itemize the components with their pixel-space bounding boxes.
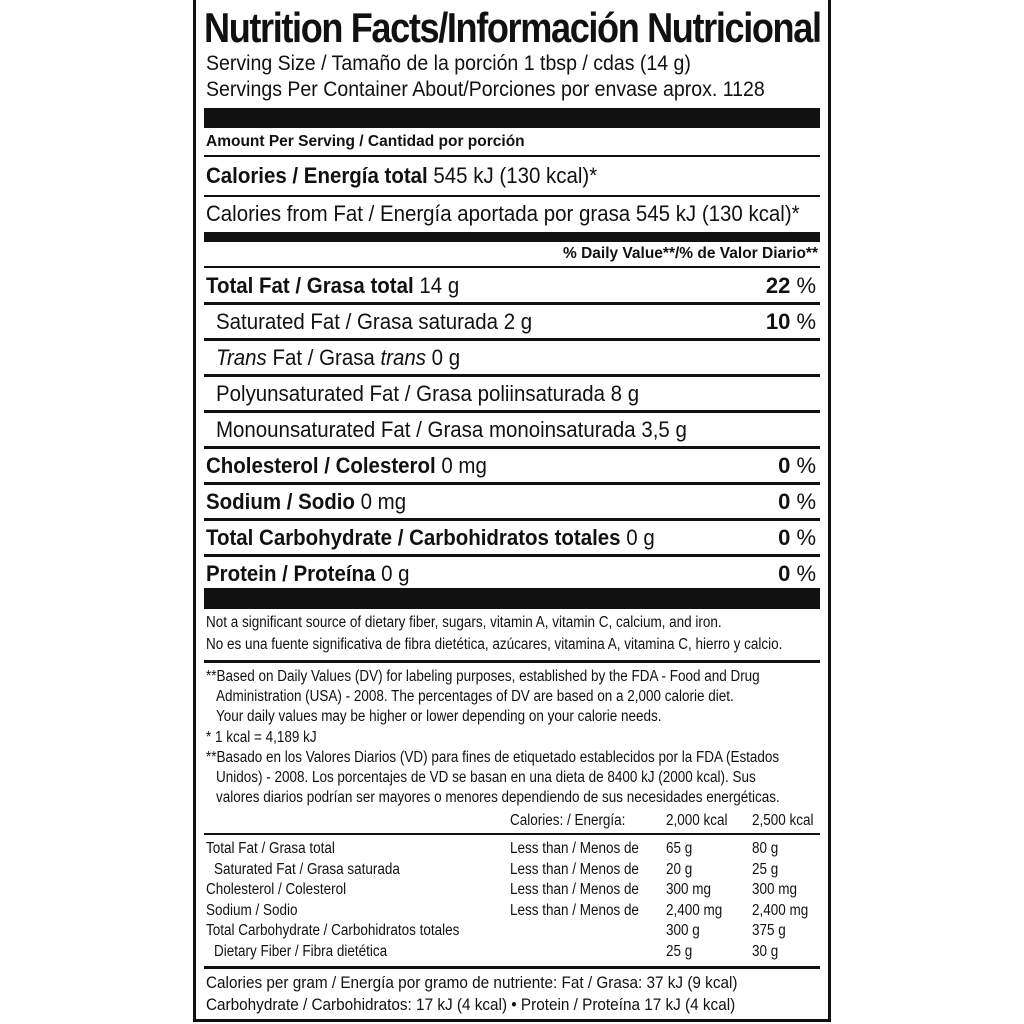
total-fat-dv xyxy=(766,273,816,299)
total-carbohydrate-row xyxy=(206,525,655,551)
divider xyxy=(204,374,820,377)
sodium-dv-value: 0 xyxy=(778,489,791,514)
kcal-note: * 1 kcal = 4,189 kJ xyxy=(206,729,317,746)
calories-value: 545 kJ (130 kcal)* xyxy=(433,163,598,188)
trans-fat-amount: 0 g xyxy=(425,345,461,370)
cholesterol-dv xyxy=(778,453,816,479)
footnote-es-3: valores diarios podrían ser mayores o menores dependiendo de sus necesidades energéticas. xyxy=(216,789,780,806)
divider xyxy=(204,195,820,197)
sodium-dv xyxy=(778,489,816,515)
total-fat-amount: 14 g xyxy=(419,273,460,298)
calories-row xyxy=(206,163,597,189)
monounsaturated-fat-row: Monounsaturated Fat / Grasa monoinsaturada 3,5 g xyxy=(216,417,687,442)
saturated-fat-dv xyxy=(766,309,816,335)
divider xyxy=(204,266,820,268)
total-carbohydrate-label: Total Carbohydrate / Carbohidratos totales xyxy=(206,525,621,550)
polyunsaturated-fat-row: Polyunsaturated Fat / Grasa poliinsaturada 8 g xyxy=(216,381,640,406)
percent-sign: % xyxy=(796,489,816,514)
percent-sign: % xyxy=(796,309,816,334)
dv-table-cell-nutrient: Cholesterol / Colesterol xyxy=(206,881,347,898)
servings-per-container: Servings Per Container About/Porciones por envase aprox. 1128 xyxy=(206,78,765,101)
trans-word: Trans xyxy=(216,345,267,370)
daily-value-header: % Daily Value**/% de Valor Diario** xyxy=(562,245,818,262)
protein-dv xyxy=(778,561,816,587)
total-fat-label: Total Fat / Grasa total xyxy=(206,273,414,298)
dv-table-cell-v1: 300 g xyxy=(666,922,700,939)
protein-label: Protein / Proteína xyxy=(206,561,376,586)
calories-per-gram-2: Carbohydrate / Carbohidratos: 17 kJ (4 kcal) • Protein / Proteína 17 kJ (4 kcal) xyxy=(206,995,736,1014)
not-significant-en: Not a significant source of dietary fiber, sugars, vitamin A, vitamin C, calcium, and iron. xyxy=(206,614,722,631)
dv-table-cell-v2: 375 g xyxy=(752,922,786,939)
nutrition-label xyxy=(193,0,831,1022)
amount-per-serving: Amount Per Serving / Cantidad por porción xyxy=(206,133,525,150)
protein-row xyxy=(206,561,410,587)
protein-dv-value: 0 xyxy=(778,561,791,586)
divider xyxy=(204,410,820,413)
dv-table-header-label: Calories: / Energía: xyxy=(510,812,626,829)
percent-sign: % xyxy=(796,453,816,478)
trans-word-es: trans xyxy=(380,345,426,370)
trans-fat-label: Fat / Grasa xyxy=(266,345,381,370)
dv-table-cell-limit: Less than / Menos de xyxy=(510,860,639,878)
divider xyxy=(204,338,820,341)
total-carbohydrate-dv-value: 0 xyxy=(778,525,791,550)
divider xyxy=(204,518,820,521)
dv-table-cell-v2: 25 g xyxy=(752,860,779,878)
cholesterol-dv-value: 0 xyxy=(778,453,791,478)
percent-sign: % xyxy=(796,561,816,586)
dv-table-cell-v2: 2,400 mg xyxy=(752,901,809,919)
dv-table-header-col1: 2,000 kcal xyxy=(666,812,728,829)
cholesterol-row xyxy=(206,453,487,479)
not-significant-es: No es una fuente significativa de fibra dietética, azúcares, vitamina A, vitamina C, hierro y calcio. xyxy=(206,636,783,653)
dv-table-cell-v1: 300 mg xyxy=(666,881,711,898)
percent-sign: % xyxy=(796,273,816,298)
footnote-es-1: **Basado en los Valores Diarios (VD) para fines de etiquetado establecidos por la FDA (Estados xyxy=(206,749,780,766)
saturated-fat-row: Saturated Fat / Grasa saturada 2 g xyxy=(216,309,533,334)
calories-per-gram-1: Calories per gram / Energía por gramo de nutriente: Fat / Grasa: 37 kJ (9 kcal) xyxy=(206,973,738,992)
divider xyxy=(204,446,820,449)
dv-table-cell-limit: Less than / Menos de xyxy=(510,901,639,919)
sodium-amount: 0 mg xyxy=(360,489,407,514)
calories-from-fat: Calories from Fat / Energía aportada por grasa 545 kJ (130 kcal)* xyxy=(206,201,800,226)
dv-table-cell-v2: 300 mg xyxy=(752,881,797,898)
sodium-label: Sodium / Sodio xyxy=(206,489,355,514)
dv-table-cell-v2: 30 g xyxy=(752,942,779,960)
dv-table-cell-limit: Less than / Menos de xyxy=(510,840,639,857)
dv-table-cell-limit: Less than / Menos de xyxy=(510,881,639,898)
thick-divider xyxy=(204,232,820,242)
total-carbohydrate-dv xyxy=(778,525,816,551)
footnote-en-1: **Based on Daily Values (DV) for labeling purposes, established by the FDA - Food and Drug xyxy=(206,668,760,685)
dv-table-cell-v1: 2,400 mg xyxy=(666,901,723,919)
thick-divider xyxy=(204,588,820,609)
dv-table-cell-nutrient: Dietary Fiber / Fibra dietética xyxy=(214,942,388,960)
footnote-es-2: Unidos) - 2008. Los porcentajes de VD se basan en una dieta de 8400 kJ (2000 kcal). Sus xyxy=(216,769,756,786)
dv-table-cell-nutrient: Total Fat / Grasa total xyxy=(206,840,335,857)
divider xyxy=(204,660,820,663)
divider xyxy=(204,302,820,305)
trans-fat-row xyxy=(216,345,460,371)
dv-table-cell-nutrient: Total Carbohydrate / Carbohidratos totales xyxy=(206,922,460,939)
footnote-en-2: Administration (USA) - 2008. The percentages of DV are based on a 2,000 calorie diet. xyxy=(216,688,734,705)
divider xyxy=(204,966,820,969)
dv-table-cell-v2: 80 g xyxy=(752,840,779,857)
divider xyxy=(204,833,820,835)
dv-table-header-col2: 2,500 kcal xyxy=(752,812,814,829)
serving-size: Serving Size / Tamaño de la porción 1 tbsp / cdas (14 g) xyxy=(206,52,691,75)
thick-divider xyxy=(204,108,820,128)
label-title: Nutrition Facts/Información Nutricional xyxy=(204,4,821,51)
dv-table-cell-v1: 65 g xyxy=(666,840,693,857)
total-fat-dv-value: 22 xyxy=(765,273,791,298)
dv-table-cell-nutrient: Saturated Fat / Grasa saturada xyxy=(214,860,400,878)
sodium-row xyxy=(206,489,406,515)
divider xyxy=(204,554,820,557)
cholesterol-label: Cholesterol / Colesterol xyxy=(206,453,436,478)
dv-table-cell-v1: 20 g xyxy=(666,860,693,878)
footnote-en-3: Your daily values may be higher or lower depending on your calorie needs. xyxy=(216,708,662,725)
calories-label: Calories / Energía total xyxy=(206,163,428,188)
divider xyxy=(204,482,820,485)
cholesterol-amount: 0 mg xyxy=(441,453,487,478)
dv-table-cell-v1: 25 g xyxy=(666,942,693,960)
total-fat-row xyxy=(206,273,459,299)
total-carbohydrate-amount: 0 g xyxy=(626,525,655,550)
saturated-fat-dv-value: 10 xyxy=(765,309,791,334)
percent-sign: % xyxy=(796,525,816,550)
divider xyxy=(204,155,820,157)
dv-table-cell-nutrient: Sodium / Sodio xyxy=(206,901,298,919)
protein-amount: 0 g xyxy=(381,561,410,586)
